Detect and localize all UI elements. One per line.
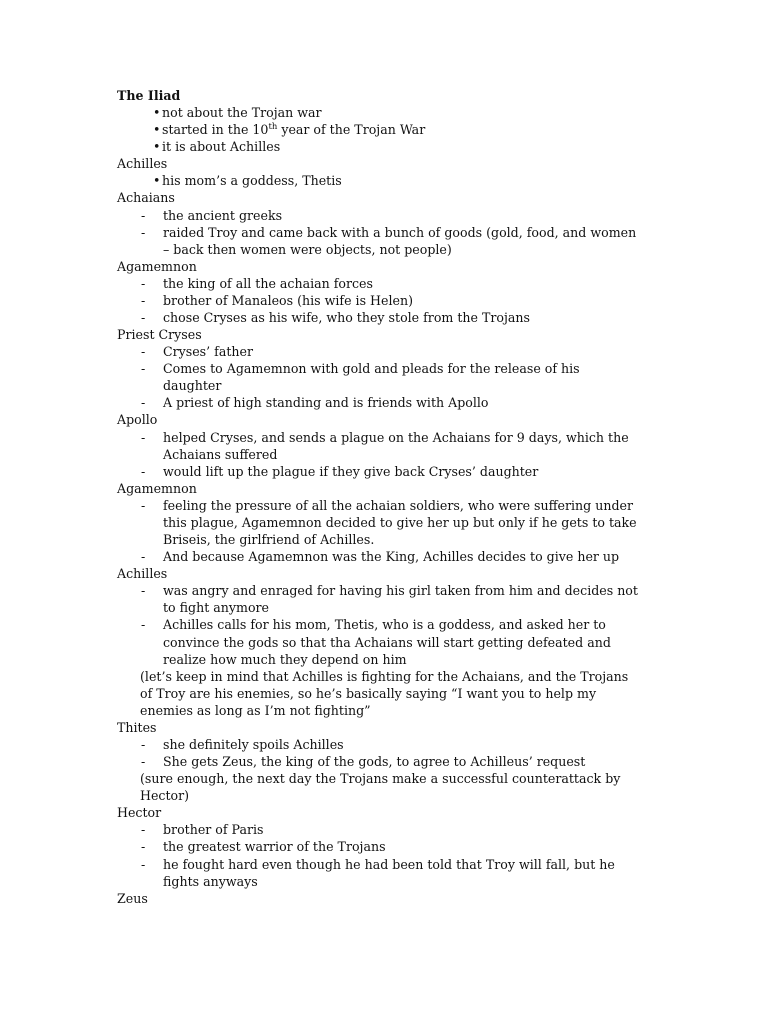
dash-marker: -	[141, 839, 146, 855]
line-text: of Troy are his enemies, so he’s basically saying “I want you to help my	[140, 685, 597, 701]
line-text: Achilles calls for his mom, Thetis, who is a goddess, and asked her to	[163, 617, 606, 633]
line-text: – back then women were objects, not people)	[163, 241, 452, 257]
dash-marker: -	[141, 224, 146, 240]
heading-text: Apollo	[117, 412, 158, 428]
line-text: his mom’s a goddess, Thetis	[162, 173, 342, 189]
line-text: daughter	[163, 378, 222, 394]
heading-text: Priest Cryses	[117, 327, 202, 342]
line-text: fights anyways	[163, 873, 258, 889]
dash-marker: -	[141, 549, 146, 565]
heading-text: Achaians	[117, 190, 175, 206]
bullet-marker: •	[153, 139, 161, 155]
line-text: enemies as long as I’m not fighting”	[140, 702, 371, 718]
line-text: was angry and enraged for having his girl taken from him and decides not	[163, 583, 638, 599]
dash-marker: -	[141, 754, 146, 769]
dash-marker: -	[141, 361, 146, 377]
line-text: convince the gods so that tha Achaians will start getting defeated and	[163, 634, 611, 650]
line-text: brother of Paris	[163, 822, 264, 838]
line-text: helped Cryses, and sends a plague on the Achaians for 9 days, which the	[163, 429, 629, 445]
bullet-marker: •	[153, 173, 161, 189]
dash-marker: -	[141, 429, 146, 445]
heading-text: Hector	[117, 805, 162, 821]
dash-marker: -	[141, 737, 146, 752]
line-text: Achaians suffered	[163, 446, 278, 462]
dash-marker: -	[141, 344, 146, 360]
dash-marker: -	[141, 463, 146, 479]
line-text: Briseis, the girlfriend of Achilles.	[163, 532, 375, 547]
line-text: A priest of high standing and is friends with Apollo	[163, 395, 489, 411]
heading-text: Achilles	[117, 566, 168, 582]
line-text: would lift up the plague if they give back Cryses’ daughter	[163, 463, 539, 479]
line-text: She gets Zeus, the king of the gods, to agree to Achilleus’ request	[163, 754, 586, 769]
heading-text: Agamemnon	[117, 258, 197, 274]
line-text: the king of all the achaian forces	[163, 275, 373, 291]
line-text: Hector)	[140, 788, 190, 804]
line-text: raided Troy and came back with a bunch of goods (gold, food, and women	[163, 224, 637, 240]
heading-text: Achilles	[117, 156, 168, 172]
line-text: the ancient greeks	[163, 207, 283, 223]
heading-text: Thites	[117, 719, 157, 735]
line-text: the greatest warrior of the Trojans	[163, 839, 386, 855]
heading-text: Agamemnon	[117, 480, 197, 496]
dash-marker: -	[141, 275, 146, 291]
line-text: Cryses’ father	[163, 344, 253, 360]
dash-marker: -	[141, 292, 146, 308]
line-text: brother of Manaleos (his wife is Helen)	[163, 292, 413, 308]
line-text: she definitely spoils Achilles	[163, 737, 344, 752]
line-text: chose Cryses as his wife, who they stole from the Trojans	[163, 310, 530, 325]
line-text: (sure enough, the next day the Trojans make a successful counterattack by	[140, 771, 621, 787]
line-text: (let’s keep in mind that Achilles is fighting for the Achaians, and the Trojans	[140, 668, 629, 684]
bullet-marker: •	[153, 122, 161, 138]
line-text: started in the 10th year of the Trojan War	[162, 122, 426, 138]
dash-marker: -	[141, 583, 146, 599]
dash-marker: -	[141, 497, 146, 513]
line-text: to fight anymore	[163, 600, 270, 616]
line-text: feeling the pressure of all the achaian soldiers, who were suffering under	[163, 497, 633, 513]
bullet-marker: •	[153, 105, 161, 120]
line-text: it is about Achilles	[162, 139, 281, 155]
line-text: he fought hard even though he had been told that Troy will fall, but he	[163, 856, 615, 872]
dash-marker: -	[141, 207, 146, 223]
dash-marker: -	[141, 856, 146, 872]
line-text: this plague, Agamemnon decided to give her up but only if he gets to take	[163, 514, 637, 530]
line-text: not about the Trojan war	[162, 105, 322, 120]
line-text: realize how much they depend on him	[163, 651, 407, 667]
dash-marker: -	[141, 395, 146, 411]
dash-marker: -	[141, 617, 146, 633]
line-text: And because Agamemnon was the King, Achilles decides to give her up	[163, 549, 620, 565]
heading-text: Zeus	[117, 890, 148, 906]
line-text: Comes to Agamemnon with gold and pleads for the release of his	[163, 361, 580, 377]
dash-marker: -	[141, 822, 146, 838]
dash-marker: -	[141, 310, 146, 325]
title-text: The Iliad	[117, 88, 181, 103]
